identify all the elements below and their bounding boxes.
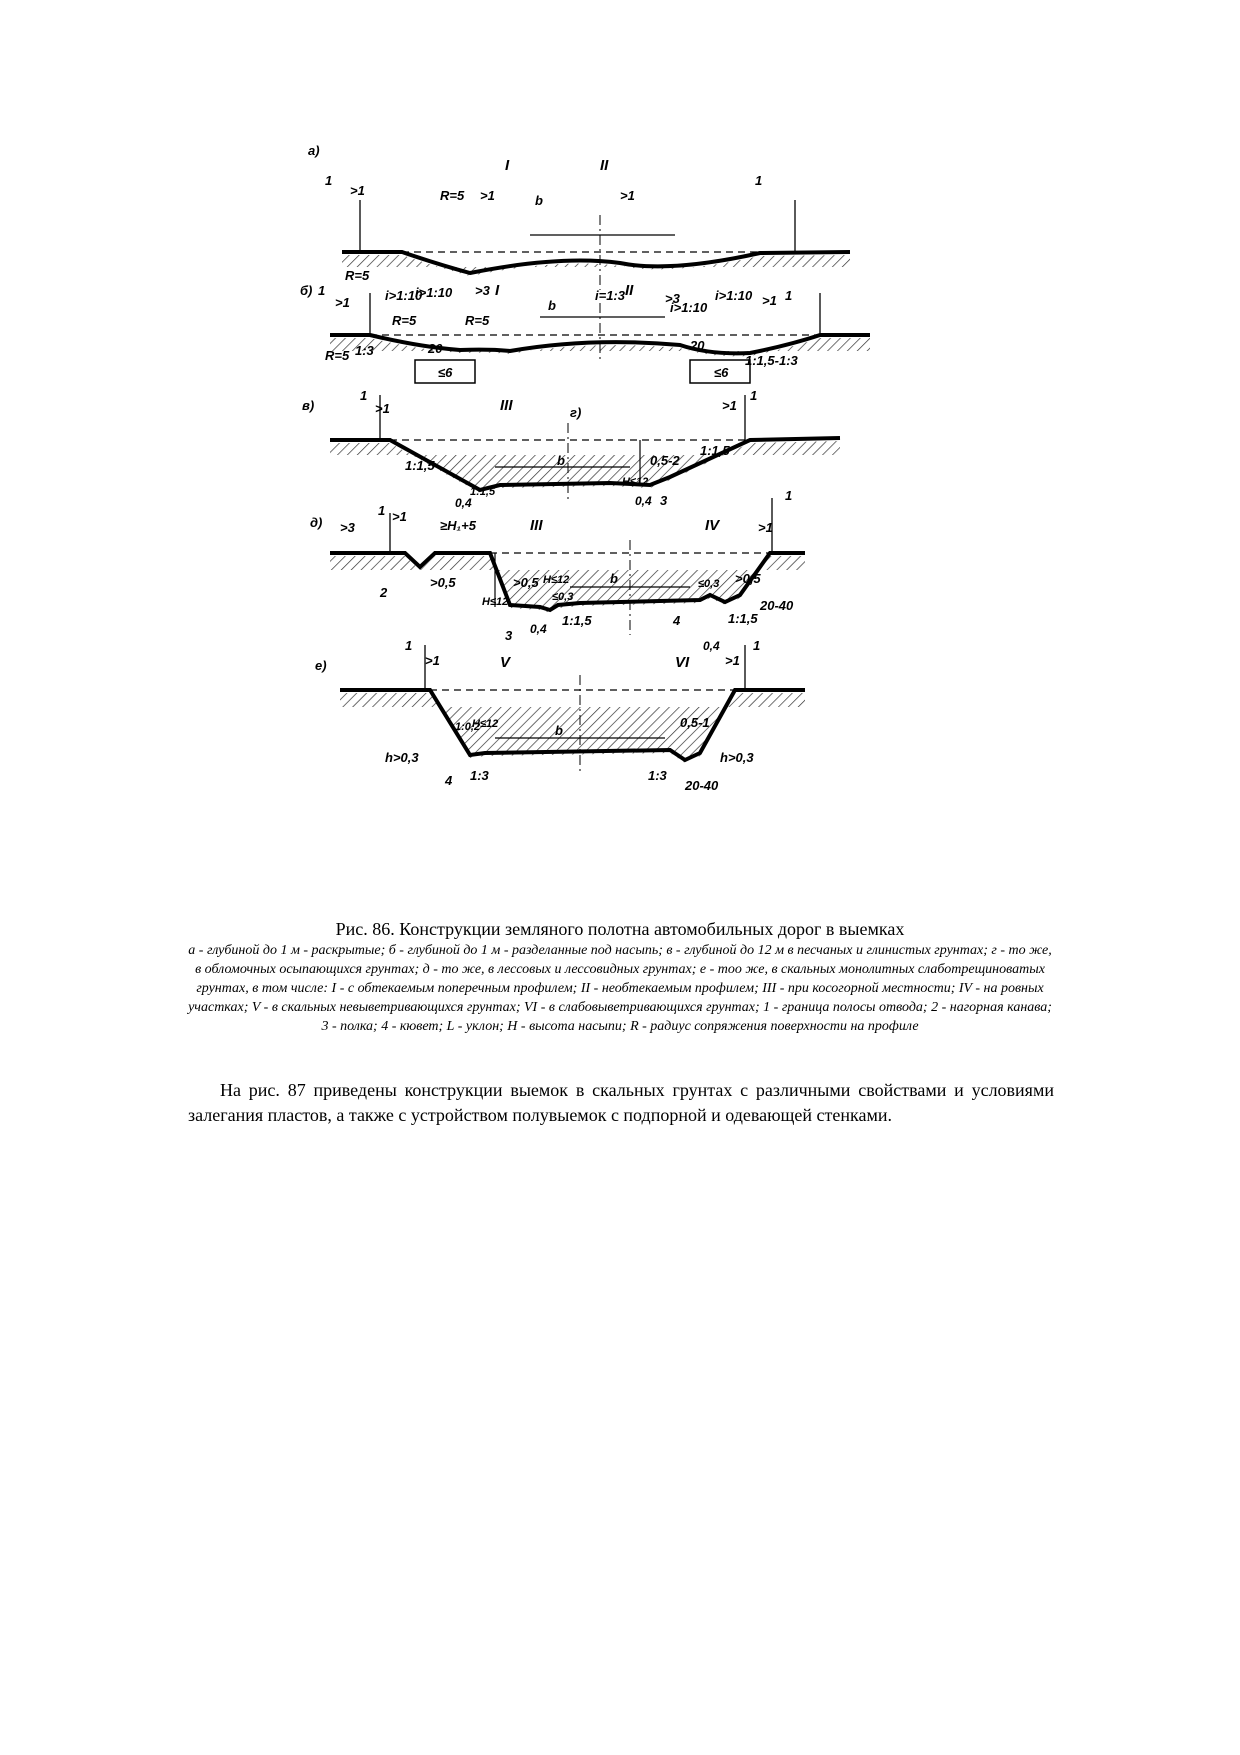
label-v-8: b [557, 453, 565, 468]
label-v-13: 0,4 [635, 494, 652, 508]
label-e-9: 0,5-1 [680, 715, 710, 730]
panel-a [342, 200, 850, 290]
label-d-4: III [530, 517, 543, 534]
label-b-11: R=5 [325, 348, 350, 363]
label-d-14: b [610, 571, 618, 586]
label-v-12: 0,4 [455, 496, 472, 510]
figure-86-road-cut-sections [300, 143, 920, 895]
label-d-9: >0,5 [430, 575, 456, 590]
panel-b [330, 293, 870, 383]
label-e-10: h>0,3 [385, 750, 419, 765]
label-b-3: R=5 [392, 313, 417, 328]
label-b-4: R=5 [465, 313, 490, 328]
label-d-19: 0,4 [530, 622, 547, 636]
label-b-1: >1 [335, 295, 350, 310]
label-v-9: 0,5-2 [650, 453, 680, 468]
label-d-23: 0,4 [703, 639, 720, 653]
label-d-3: ≥H₁+5 [440, 518, 476, 533]
label-e-0: 1 [405, 638, 413, 653]
label-v-0: 1 [360, 388, 368, 403]
label-e-1: >1 [425, 653, 440, 668]
panel-v [330, 395, 840, 500]
label-b-15: 20 [690, 338, 705, 353]
label-d-1: 1 [378, 503, 386, 518]
label-b-17: 1:1,5-1:3 [745, 353, 798, 368]
caption-legend: а - глубиной до 1 м - раскрытые; б - глубиной до 1 м - разделанные под насыпь; в - глубиной до 12 м в песчаных и глинистых грунтах; г - то же, в обломочных осыпающихся грунтах; д - то же, в лессовых и лессовидных грунтах; е - тоо же, в скальных монолитных слаботрещиноватых грунтах, в том числе: I - с обтекаемым поперечным профилем; II - необтекаемым профилем; III - при косогорной местности; IV - на ровных участках; V - в скальных невыветривающихся грунтах; VI - в слабовыветривающихся грунтах; 1 - граница полосы отвода; 2 - нагорная канава; 3 - полка; 4 - кювет; L - уклон; H - высота насыпи; R - радиус сопряжения поверхности на профиле [188, 943, 1052, 1034]
label-b-0: 1 [318, 283, 326, 298]
panel-b-letter: б) [300, 283, 313, 298]
panel-v-letter: в) [302, 398, 315, 413]
label-d-0: >3 [340, 520, 355, 535]
label-d-16: >0,5 [735, 571, 761, 586]
label-v-1: >1 [375, 401, 390, 416]
label-d-12: H≤12 [543, 574, 570, 586]
label-d-8: 2 [380, 585, 388, 600]
label-v-10: 1:1,5 [700, 443, 730, 458]
label-b-12: 1:3 [355, 343, 374, 358]
label-v-2: III [500, 397, 513, 414]
label-b-2: i>1:10 [415, 285, 453, 300]
label-e-12: 4 [445, 773, 453, 788]
label-e-14: 1:3 [648, 768, 667, 783]
label-d-11: >0,5 [513, 575, 539, 590]
label-d-13: ≤0,3 [552, 591, 574, 603]
label-b-9: >1 [762, 293, 777, 308]
label-e-13: 1:3 [470, 768, 489, 783]
label-a-14: R=5 [345, 268, 370, 283]
label-b-16: ≤6 [714, 365, 729, 380]
label-a-10: >3 [475, 283, 490, 298]
label-e-11: h>0,3 [720, 750, 754, 765]
label-a-9: i>1:10 [385, 288, 423, 303]
label-a-1: II [600, 157, 609, 174]
label-d-6: >1 [758, 520, 773, 535]
caption-title: Рис. 86. Конструкции земляного полотна автомобильных дорог в выемках [335, 919, 905, 939]
label-a-2: 1 [325, 173, 333, 188]
label-b-7: b [548, 298, 556, 313]
panel-d-letter: д) [310, 515, 323, 530]
label-a-6: >1 [480, 188, 495, 203]
figure-caption [185, 918, 1055, 1036]
label-v-4: >1 [722, 398, 737, 413]
label-v-7: H≤12 [622, 476, 649, 488]
label-e-3: VI [675, 654, 690, 671]
label-v-14: 3 [660, 493, 668, 508]
label-d-18: 3 [505, 628, 513, 643]
label-d-17: 20-40 [760, 598, 794, 613]
label-d-5: IV [705, 517, 720, 534]
label-b-13: 20 [428, 341, 443, 356]
label-e-6: 1:0,2 [455, 721, 481, 733]
label-d-15: ≤0,3 [698, 578, 720, 590]
label-v-6: 1:1,5 [405, 458, 435, 473]
label-a-8: 1 [755, 173, 763, 188]
label-b-10: 1 [785, 288, 793, 303]
label-a-12: >3 [665, 291, 680, 306]
label-b-6: II [625, 282, 634, 299]
label-b-14: ≤6 [438, 365, 453, 380]
label-e-15: 20-40 [685, 778, 719, 793]
label-d-10: H≤12 [482, 596, 509, 608]
body-paragraph: На рис. 87 приведены конструкции выемок в скальных грунтах с различными свойствами и условиями залегания пластов, а также с устройством полувыемок с подпорной и одевающей стенками. [188, 1080, 1054, 1125]
label-a-4: R=5 [440, 188, 465, 203]
label-a-13: i>1:10 [715, 288, 753, 303]
label-d-22: 1:1,5 [728, 611, 758, 626]
label-d-2: >1 [392, 509, 407, 524]
label-a-5: b [535, 193, 543, 208]
label-b-8: i>1:10 [670, 300, 708, 315]
label-b-5: I [495, 282, 500, 299]
label-e-7: H≤12 [472, 718, 499, 730]
panel-a-letter: а) [308, 143, 320, 158]
label-d-20: 1:1,5 [562, 613, 592, 628]
label-a-11: i=1:3 [595, 288, 625, 303]
label-e-4: >1 [725, 653, 740, 668]
label-v-5: 1 [750, 388, 758, 403]
panel-e-letter: е) [315, 658, 327, 673]
label-a-3: >1 [350, 183, 365, 198]
label-a-0: I [505, 157, 510, 174]
label-e-5: 1 [753, 638, 761, 653]
label-v-11: 1:1,5 [470, 486, 496, 498]
label-e-2: V [500, 654, 511, 671]
label-a-7: >1 [620, 188, 635, 203]
label-v-3: г) [570, 405, 582, 420]
label-d-7: 1 [785, 488, 793, 503]
label-e-8: b [555, 723, 563, 738]
label-d-21: 4 [673, 613, 681, 628]
